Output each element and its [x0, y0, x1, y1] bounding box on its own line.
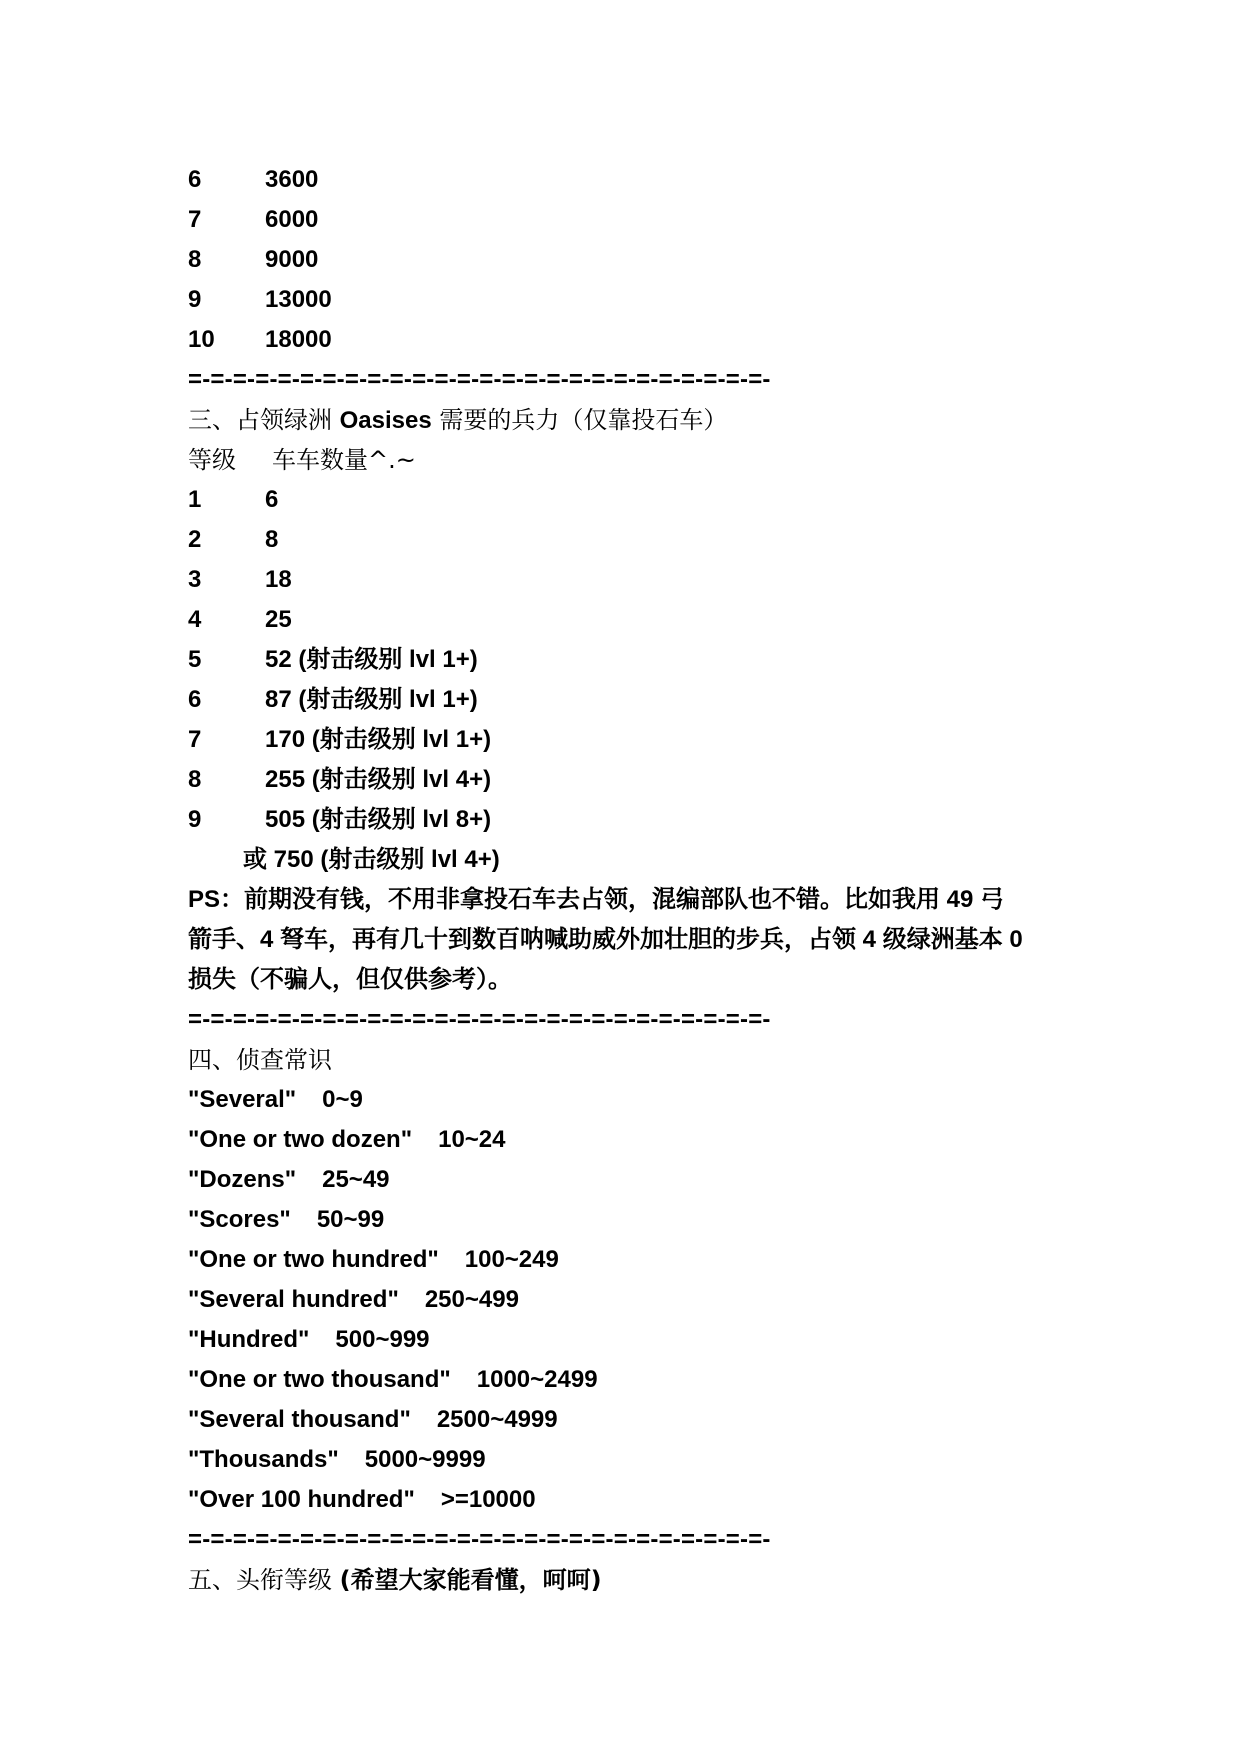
scout-row [188, 1360, 1068, 1400]
value-cell: 13000 [265, 286, 332, 313]
scout-row [188, 1320, 1068, 1360]
scout-term: "Dozens" [188, 1166, 297, 1193]
table-row [188, 640, 1068, 680]
scout-row [188, 1120, 1068, 1160]
scout-term: "Several thousand" [188, 1406, 411, 1433]
section-5-title-suffix: (希望大家能看懂，呵呵) [339, 1566, 602, 1594]
table-row [188, 240, 1068, 280]
level-cell: 4 [188, 606, 202, 633]
ps-line-3: 损失（不骗人，但仅供参考）。 [188, 966, 512, 993]
value-cell: 87 (射击级别 lvl 1+) [265, 686, 478, 713]
scout-range: 5000~9999 [364, 1446, 486, 1473]
table-row [188, 720, 1068, 760]
level-cell: 5 [188, 646, 202, 673]
level-cell: 6 [188, 166, 202, 193]
value-cell: 9000 [265, 246, 319, 273]
value-cell: 6 [265, 486, 279, 513]
value-cell: 170 (射击级别 lvl 1+) [265, 726, 492, 753]
scout-term: "One or two dozen" [188, 1126, 413, 1153]
table-row [188, 520, 1068, 560]
level-cell: 3 [188, 566, 202, 593]
value-cell: 8 [265, 526, 279, 553]
section-3-title-en: Oasises [339, 407, 432, 434]
scout-row [188, 1280, 1068, 1320]
table-row [188, 200, 1068, 240]
scout-range: 500~999 [335, 1326, 430, 1353]
section-3-header [188, 440, 1068, 480]
header-count: 车车数量^.~ [272, 446, 416, 474]
table-row [188, 320, 1068, 360]
ps-line-1: PS：前期没有钱，不用非拿投石车去占领，混编部队也不错。比如我用 49 弓 [188, 886, 1005, 913]
separator-line: =-=-=-=-=-=-=-=-=-=-=-=-=-=-=-=-=-=-=-=-=-=-=-=-=-=- [188, 1006, 771, 1033]
scout-row [188, 1080, 1068, 1120]
table-row [188, 560, 1068, 600]
level-cell: 9 [188, 806, 202, 833]
scout-row [188, 1400, 1068, 1440]
value-cell: 18000 [265, 326, 332, 353]
scout-term: "Thousands" [188, 1446, 339, 1473]
section-3-title-suffix: 需要的兵力（仅靠投石车） [439, 406, 728, 434]
scout-row [188, 1200, 1068, 1240]
level-cell: 2 [188, 526, 202, 553]
scout-range: >=10000 [440, 1486, 536, 1513]
table-row [188, 800, 1068, 840]
scout-row [188, 1160, 1068, 1200]
scout-term: "Scores" [188, 1206, 291, 1233]
alt-row: 或 750 (射击级别 lvl 4+) [243, 846, 500, 873]
level-cell: 1 [188, 486, 202, 513]
scout-row [188, 1480, 1068, 1520]
level-cell: 7 [188, 206, 202, 233]
document-page [188, 160, 1068, 1600]
section-3-title [188, 400, 1068, 440]
scout-row [188, 1440, 1068, 1480]
level-cell: 9 [188, 286, 202, 313]
ps-line-2: 箭手、4 弩车，再有几十到数百呐喊助威外加壮胆的步兵，占领 4 级绿洲基本 0 [188, 926, 1023, 953]
value-cell: 6000 [265, 206, 319, 233]
value-cell: 18 [265, 566, 292, 593]
scout-term: "Hundred" [188, 1326, 310, 1353]
section-5-title [188, 1560, 1068, 1600]
section-4-title: 四、侦查常识 [188, 1046, 332, 1074]
scout-term: "Several hundred" [188, 1286, 399, 1313]
scout-range: 1000~2499 [476, 1366, 598, 1393]
level-cell: 6 [188, 686, 202, 713]
scout-range: 250~499 [424, 1286, 519, 1313]
scout-range: 10~24 [438, 1126, 506, 1153]
scout-term: "One or two hundred" [188, 1246, 439, 1273]
separator-line: =-=-=-=-=-=-=-=-=-=-=-=-=-=-=-=-=-=-=-=-=-=-=-=-=-=- [188, 366, 771, 393]
level-cell: 8 [188, 766, 202, 793]
section-5-title-prefix: 五、头衔等级 [188, 1566, 332, 1594]
scout-term: "Several" [188, 1086, 297, 1113]
table-row [188, 600, 1068, 640]
value-cell: 25 [265, 606, 292, 633]
level-cell: 10 [188, 326, 215, 353]
table-row [188, 480, 1068, 520]
header-level: 等级 [188, 446, 236, 474]
table-row [188, 280, 1068, 320]
section-3-title-prefix: 三、占领绿洲 [188, 406, 332, 434]
scout-row [188, 1240, 1068, 1280]
scout-range: 2500~4999 [436, 1406, 558, 1433]
level-cell: 7 [188, 726, 202, 753]
value-cell: 255 (射击级别 lvl 4+) [265, 766, 492, 793]
table-row [188, 160, 1068, 200]
scout-range: 25~49 [322, 1166, 390, 1193]
value-cell: 3600 [265, 166, 319, 193]
separator-line: =-=-=-=-=-=-=-=-=-=-=-=-=-=-=-=-=-=-=-=-=-=-=-=-=-=- [188, 1526, 771, 1553]
scout-range: 100~249 [464, 1246, 559, 1273]
scout-range: 50~99 [316, 1206, 385, 1233]
table-row [188, 680, 1068, 720]
table-row [188, 760, 1068, 800]
value-cell: 505 (射击级别 lvl 8+) [265, 806, 492, 833]
scout-range: 0~9 [322, 1086, 363, 1113]
scout-term: "One or two thousand" [188, 1366, 451, 1393]
value-cell: 52 (射击级别 lvl 1+) [265, 646, 478, 673]
scout-term: "Over 100 hundred" [188, 1486, 415, 1513]
level-cell: 8 [188, 246, 202, 273]
